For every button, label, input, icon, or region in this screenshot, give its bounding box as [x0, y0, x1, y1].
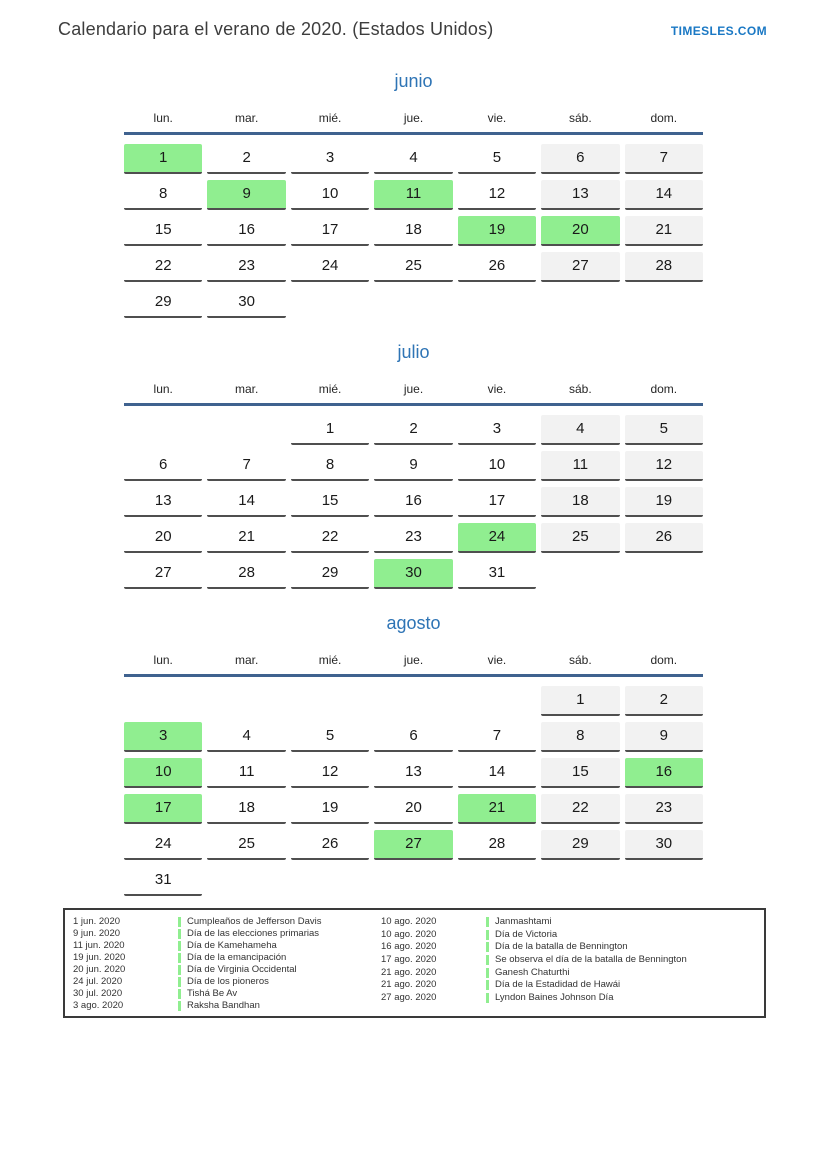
legend-entry [71, 928, 379, 940]
day-cell-empty [458, 686, 536, 716]
weekday-label: dom. [650, 653, 678, 667]
month-title: julio [397, 342, 430, 362]
day-cell-empty [207, 415, 285, 445]
holiday-tick-mark [178, 917, 181, 927]
legend-date: 17 ago. 2020 [381, 954, 437, 966]
legend-holiday-name: Ganesh Chaturthi [495, 966, 570, 978]
calendar-grid [124, 686, 703, 896]
day-cell: 7 [207, 451, 285, 481]
day-cell: 8 [291, 451, 369, 481]
day-cell: 21 [207, 523, 285, 553]
months-container [124, 0, 703, 896]
day-cell: 28 [207, 559, 285, 589]
page-title: Calendario para el verano de 2020. (Estados Unidos) [58, 19, 494, 39]
holiday-tick-mark [178, 977, 181, 987]
month-section-junio [124, 70, 703, 318]
legend-date: 20 jun. 2020 [73, 964, 126, 975]
day-cell: 10 [458, 451, 536, 481]
day-cell: 15 [541, 758, 619, 788]
legend-entry [71, 952, 379, 964]
day-cell: 27 [374, 830, 452, 860]
weekday-header-row [124, 653, 703, 668]
day-cell: 16 [625, 758, 703, 788]
day-cell: 30 [374, 559, 452, 589]
legend-holiday-name: Día de Victoria [495, 928, 558, 940]
calendar-grid [124, 144, 703, 318]
legend-entry [71, 940, 379, 952]
day-cell-empty [291, 866, 369, 896]
legend-entry [71, 916, 379, 928]
day-cell: 1 [291, 415, 369, 445]
weekday-label: dom. [650, 382, 678, 396]
weekday-label: vie. [487, 653, 507, 667]
day-cell: 26 [291, 830, 369, 860]
day-cell: 14 [207, 487, 285, 517]
day-cell: 1 [541, 686, 619, 716]
day-cell: 25 [374, 252, 452, 282]
day-cell: 31 [458, 559, 536, 589]
day-cell: 22 [541, 794, 619, 824]
day-cell: 8 [541, 722, 619, 752]
day-cell-empty [291, 686, 369, 716]
day-cell: 19 [458, 216, 536, 246]
legend-entry [379, 992, 760, 1005]
legend-holiday-name: Día de Kamehameha [187, 940, 277, 951]
legend-entry [71, 988, 379, 1000]
day-cell: 2 [625, 686, 703, 716]
day-cell-empty [207, 866, 285, 896]
day-cell: 30 [207, 288, 285, 318]
day-cell: 14 [458, 758, 536, 788]
day-cell: 22 [124, 252, 202, 282]
day-cell: 22 [291, 523, 369, 553]
day-cell-empty [458, 866, 536, 896]
day-cell: 30 [625, 830, 703, 860]
day-cell-empty [124, 415, 202, 445]
day-cell: 28 [458, 830, 536, 860]
day-cell: 26 [458, 252, 536, 282]
legend-entry [71, 976, 379, 988]
holiday-tick-mark [486, 980, 489, 990]
legend-date: 24 jul. 2020 [73, 976, 123, 987]
day-cell-empty [291, 288, 369, 318]
legend-column-left [71, 916, 379, 1012]
day-cell-empty [374, 866, 452, 896]
legend-date: 21 ago. 2020 [381, 979, 437, 991]
month-title: agosto [386, 613, 441, 633]
day-cell: 20 [374, 794, 452, 824]
day-cell: 3 [291, 144, 369, 174]
legend-holiday-name: Lyndon Baines Johnson Día [495, 991, 614, 1003]
day-cell: 10 [124, 758, 202, 788]
weekday-header-row [124, 111, 703, 126]
legend-date: 19 jun. 2020 [73, 952, 126, 963]
weekday-label: jue. [403, 382, 424, 396]
weekday-label: mié. [318, 382, 342, 396]
day-cell-empty [374, 686, 452, 716]
day-cell: 11 [541, 451, 619, 481]
holiday-tick-mark [486, 942, 489, 952]
holiday-tick-mark [486, 930, 489, 940]
legend-holiday-name: Día de la Estadidad de Hawái [495, 979, 621, 991]
weekday-label: jue. [403, 111, 424, 125]
legend-date: 3 ago. 2020 [73, 1000, 124, 1011]
day-cell: 12 [625, 451, 703, 481]
day-cell: 19 [291, 794, 369, 824]
legend-entry [379, 916, 760, 929]
day-cell: 23 [207, 252, 285, 282]
weekday-label: lun. [153, 111, 173, 125]
holiday-tick-mark [178, 929, 181, 939]
legend-date: 11 jun. 2020 [73, 940, 125, 951]
day-cell: 23 [374, 523, 452, 553]
day-cell: 12 [291, 758, 369, 788]
day-cell: 6 [374, 722, 452, 752]
day-cell: 24 [124, 830, 202, 860]
holiday-tick-mark [178, 941, 181, 951]
day-cell: 15 [124, 216, 202, 246]
day-cell-empty [541, 288, 619, 318]
day-cell: 17 [458, 487, 536, 517]
day-cell: 29 [291, 559, 369, 589]
day-cell-empty [625, 288, 703, 318]
legend-holiday-name: Se observa el día de la batalla de Bennington [495, 954, 687, 966]
day-cell: 11 [374, 180, 452, 210]
day-cell: 1 [124, 144, 202, 174]
month-title: junio [394, 71, 433, 91]
day-cell: 5 [291, 722, 369, 752]
weekday-divider-line [124, 674, 703, 677]
legend-date: 21 ago. 2020 [381, 966, 437, 978]
weekday-label: vie. [487, 382, 507, 396]
legend-entry [379, 929, 760, 942]
day-cell: 9 [374, 451, 452, 481]
legend-holiday-name: Raksha Bandhan [187, 1000, 260, 1011]
day-cell: 14 [625, 180, 703, 210]
day-cell: 18 [207, 794, 285, 824]
day-cell: 29 [124, 288, 202, 318]
legend-date: 16 ago. 2020 [381, 941, 437, 953]
legend-entry [379, 979, 760, 992]
day-cell: 5 [458, 144, 536, 174]
month-section-julio [124, 341, 703, 589]
day-cell: 2 [207, 144, 285, 174]
day-cell: 6 [124, 451, 202, 481]
weekday-label: vie. [487, 111, 507, 125]
weekday-header-row [124, 382, 703, 397]
weekday-label: mar. [234, 382, 259, 396]
day-cell: 24 [291, 252, 369, 282]
weekday-divider-line [124, 132, 703, 135]
day-cell: 29 [541, 830, 619, 860]
day-cell: 17 [124, 794, 202, 824]
day-cell-empty [541, 559, 619, 589]
day-cell: 7 [625, 144, 703, 174]
day-cell: 25 [207, 830, 285, 860]
day-cell: 17 [291, 216, 369, 246]
weekday-label: lun. [153, 382, 173, 396]
weekday-label: lun. [153, 653, 173, 667]
legend-holiday-name: Día de la batalla de Bennington [495, 941, 628, 953]
holiday-tick-mark [486, 917, 489, 927]
weekday-label: sáb. [569, 653, 592, 667]
weekday-label: mar. [234, 653, 259, 667]
weekday-label: mié. [318, 111, 342, 125]
day-cell: 25 [541, 523, 619, 553]
day-cell: 2 [374, 415, 452, 445]
day-cell: 18 [374, 216, 452, 246]
legend-box [63, 908, 766, 1018]
day-cell: 28 [625, 252, 703, 282]
day-cell: 4 [541, 415, 619, 445]
legend-date: 30 jul. 2020 [73, 988, 123, 999]
day-cell: 16 [207, 216, 285, 246]
day-cell: 10 [291, 180, 369, 210]
day-cell: 13 [541, 180, 619, 210]
day-cell-empty [625, 866, 703, 896]
day-cell: 4 [374, 144, 452, 174]
day-cell: 7 [458, 722, 536, 752]
legend-entry [71, 1000, 379, 1012]
day-cell: 27 [541, 252, 619, 282]
weekday-label: jue. [403, 653, 424, 667]
day-cell: 21 [458, 794, 536, 824]
legend-date: 10 ago. 2020 [381, 928, 437, 940]
day-cell-empty [124, 686, 202, 716]
day-cell: 31 [124, 866, 202, 896]
legend-entry [379, 966, 760, 979]
legend-date: 27 ago. 2020 [381, 991, 437, 1003]
holiday-tick-mark [178, 965, 181, 975]
day-cell: 9 [207, 180, 285, 210]
weekday-divider-line [124, 403, 703, 406]
legend-holiday-name: Tishá Be Av [187, 988, 238, 999]
day-cell: 27 [124, 559, 202, 589]
day-cell: 21 [625, 216, 703, 246]
day-cell: 6 [541, 144, 619, 174]
weekday-label: sáb. [569, 382, 592, 396]
day-cell: 23 [625, 794, 703, 824]
weekday-label: sáb. [569, 111, 592, 125]
day-cell: 18 [541, 487, 619, 517]
legend-entry [71, 964, 379, 976]
legend-holiday-name: Día de Virginia Occidental [187, 964, 297, 975]
day-cell: 9 [625, 722, 703, 752]
holiday-tick-mark [486, 955, 489, 965]
day-cell: 12 [458, 180, 536, 210]
holiday-tick-mark [178, 989, 181, 999]
day-cell: 20 [124, 523, 202, 553]
day-cell-empty [207, 686, 285, 716]
holiday-tick-mark [178, 1001, 181, 1011]
weekday-label: mié. [318, 653, 342, 667]
day-cell: 13 [374, 758, 452, 788]
legend-holiday-name: Cumpleaños de Jefferson Davis [187, 916, 322, 927]
day-cell: 19 [625, 487, 703, 517]
legend-entry [379, 941, 760, 954]
day-cell: 20 [541, 216, 619, 246]
day-cell: 5 [625, 415, 703, 445]
day-cell: 3 [458, 415, 536, 445]
day-cell: 15 [291, 487, 369, 517]
day-cell-empty [541, 866, 619, 896]
holiday-tick-mark [486, 993, 489, 1003]
holiday-tick-mark [178, 953, 181, 963]
weekday-label: dom. [650, 111, 678, 125]
day-cell: 13 [124, 487, 202, 517]
legend-holiday-name: Día de la emancipación [187, 952, 287, 963]
day-cell: 24 [458, 523, 536, 553]
legend-entry [379, 954, 760, 967]
legend-column-right [379, 916, 760, 1012]
legend-holiday-name: Día de las elecciones primarias [187, 928, 320, 939]
day-cell: 11 [207, 758, 285, 788]
legend-holiday-name: Janmashtami [495, 916, 552, 928]
day-cell: 16 [374, 487, 452, 517]
day-cell: 8 [124, 180, 202, 210]
holiday-tick-mark [486, 968, 489, 978]
day-cell: 26 [625, 523, 703, 553]
calendar-grid [124, 415, 703, 589]
month-section-agosto [124, 612, 703, 896]
legend-holiday-name: Día de los pioneros [187, 976, 269, 987]
legend-date: 9 jun. 2020 [73, 928, 121, 939]
day-cell-empty [374, 288, 452, 318]
weekday-label: mar. [234, 111, 259, 125]
day-cell-empty [625, 559, 703, 589]
brand-link[interactable]: TIMESLES.COM [670, 24, 767, 38]
day-cell: 4 [207, 722, 285, 752]
legend-date: 1 jun. 2020 [73, 916, 121, 927]
day-cell-empty [458, 288, 536, 318]
legend-date: 10 ago. 2020 [381, 916, 437, 928]
day-cell: 3 [124, 722, 202, 752]
